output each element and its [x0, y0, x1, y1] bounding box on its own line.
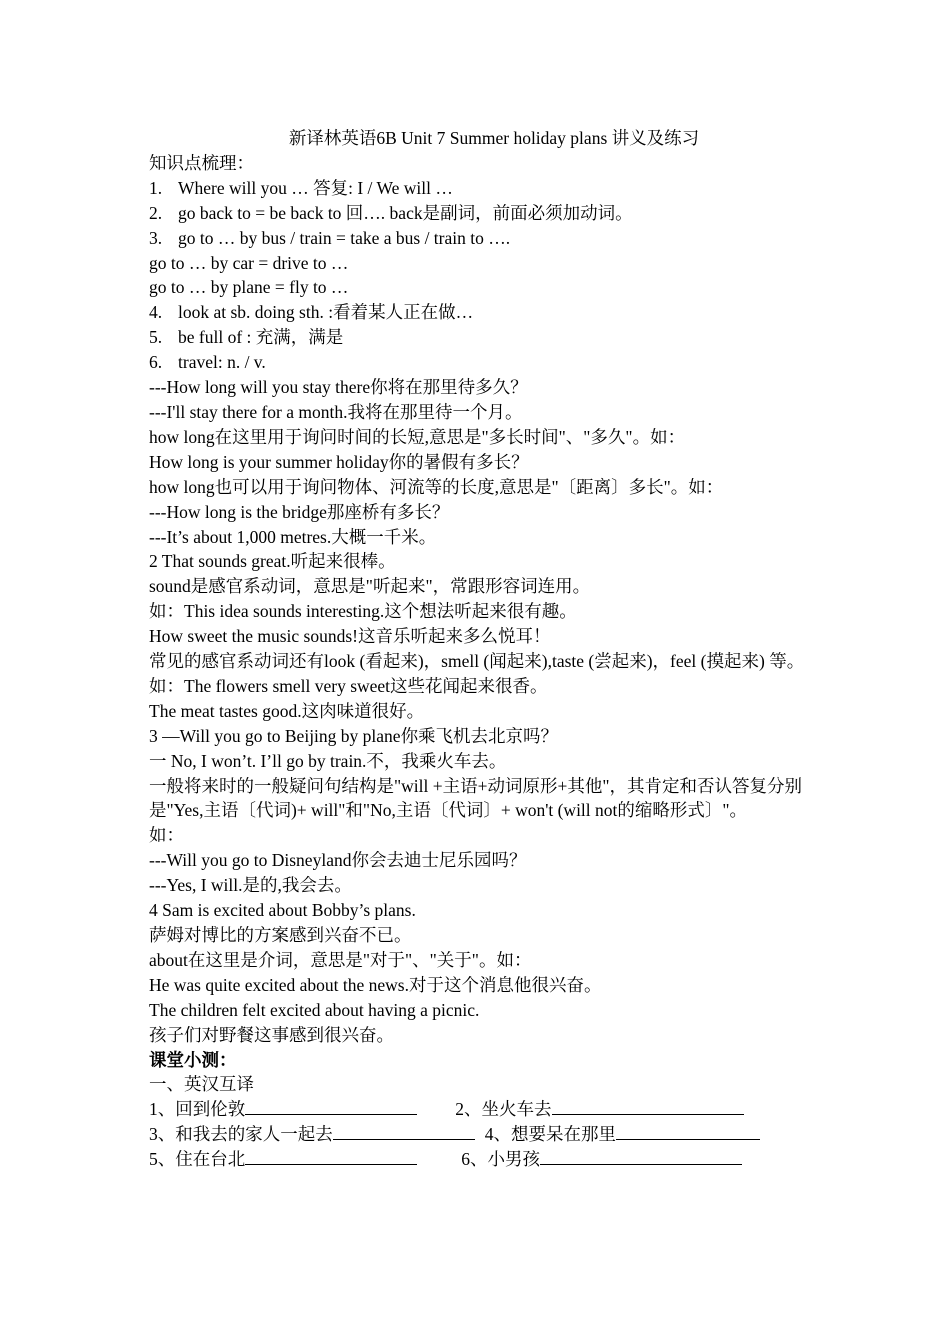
text-line: How sweet the music sounds!这音乐听起来多么悦耳！: [149, 626, 551, 647]
item-number: 1.: [149, 177, 163, 198]
exercise-prompt: 1、回到伦敦: [149, 1099, 246, 1120]
list-item: [149, 176, 809, 201]
exercise-row: [149, 1122, 809, 1147]
text-line: 如：This idea sounds interesting.这个想法听起来很有趣。: [149, 601, 577, 622]
text-line: go to … by plane = fly to …: [149, 277, 349, 298]
paragraph-sense-verbs: 常见的感官系动词还有look (看起来)，smell (闻起来),taste (尝起来)，feel (摸起来) 等。: [149, 651, 805, 672]
text-line: how long在这里用于询问时间的长短,意思是"多长时间"、"多久"。如：: [149, 426, 686, 447]
text-line: 如：: [149, 825, 184, 846]
item-number: 5.: [149, 327, 163, 348]
text-line: about在这里是介词，意思是"对于"、"关于"。如：: [149, 949, 532, 970]
text-line: ---Will you go to Disneyland你会去迪士尼乐园吗？: [149, 850, 527, 871]
item-text: go back to = be back to 回…. back是副词，前面必须加动词。: [178, 202, 633, 223]
text-line: ---I'll stay there for a month.我将在那里待一个月。: [149, 401, 523, 422]
item-text: Where will you … 答复: I / We will …: [178, 177, 453, 198]
list-item: [149, 325, 809, 350]
text-line: The children felt excited about having a picnic.: [149, 999, 480, 1020]
text-line: ---Yes, I will.是的,我会去。: [149, 875, 352, 896]
text-line: 3 —Will you go to Beijing by plane你乘飞机去北京吗？: [149, 725, 559, 746]
list-item: [149, 226, 809, 251]
item-number: 4.: [149, 302, 163, 323]
item-number: 2.: [149, 202, 163, 223]
text-line: 2 That sounds great.听起来很棒。: [149, 551, 396, 572]
text-line: 孩子们对野餐这事感到很兴奋。: [149, 1024, 394, 1045]
answer-blank[interactable]: [245, 1097, 417, 1115]
text-line: 萨姆对博比的方案感到兴奋不已。: [149, 925, 412, 945]
document-content: [149, 126, 809, 1172]
text-line: 4 Sam is excited about Bobby’s plans.: [149, 900, 416, 921]
answer-blank[interactable]: [552, 1097, 744, 1115]
item-text: be full of : 充满，满是: [178, 327, 344, 348]
answer-blank[interactable]: [333, 1122, 475, 1140]
text-line: go to … by car = drive to …: [149, 252, 349, 273]
section-heading-quiz: 课堂小测：: [149, 1049, 237, 1070]
text-line: sound是感官系动词，意思是"听起来"，常跟形容词连用。: [149, 576, 591, 597]
exercise-row: [149, 1147, 809, 1172]
item-number: 6.: [149, 352, 163, 373]
exercise-row: [149, 1097, 809, 1122]
exercise-prompt: 2、坐火车去: [455, 1099, 552, 1120]
section-subheading-translation: 一、英汉互译: [149, 1074, 254, 1095]
item-text: look at sb. doing sth. :看着某人正在做…: [178, 302, 474, 323]
exercise-prompt: 6、小男孩: [461, 1149, 540, 1170]
section-heading-knowledge: 知识点梳理：: [149, 152, 254, 173]
text-line: how long也可以用于询问物体、河流等的长度,意思是"〔距离〕多长"。如：: [149, 476, 724, 497]
answer-blank[interactable]: [245, 1147, 417, 1165]
item-text: go to … by bus / train = take a bus / train to ….: [178, 227, 511, 248]
paragraph-future-tense: 一般将来时的一般疑问句结构是"will +主语+动词原形+其他"，其肯定和否认答复分别是"Yes,主语〔代词)+ will"和"No,主语〔代词〕+ won't (will not的缩略形式〕"。: [149, 775, 802, 821]
list-item: [149, 350, 809, 375]
text-line: 一 No, I won’t. I’ll go by train.不，我乘火车去。: [149, 750, 507, 771]
answer-blank[interactable]: [616, 1122, 760, 1140]
list-item: [149, 201, 809, 226]
text-line: How long is your summer holiday你的暑假有多长？: [149, 451, 529, 472]
exercise-prompt: 3、和我去的家人一起去: [149, 1124, 333, 1145]
text-line: The meat tastes good.这肉味道很好。: [149, 700, 425, 721]
text-line: He was quite excited about the news.对于这个消息他很兴奋。: [149, 974, 602, 995]
exercise-prompt: 5、住在台北: [149, 1149, 246, 1170]
item-text: travel: n. / v.: [178, 352, 266, 373]
item-number: 3.: [149, 227, 163, 248]
text-line: ---It’s about 1,000 metres.大概一千米。: [149, 526, 437, 547]
exercise-prompt: 4、想要呆在那里: [484, 1124, 616, 1145]
document-title: 新译林英语6B Unit 7 Summer holiday plans 讲义及练习: [288, 128, 700, 148]
list-item: [149, 300, 809, 325]
text-line: ---How long is the bridge那座桥有多长？: [149, 501, 450, 522]
text-line: 如：The flowers smell very sweet这些花闻起来很香。: [149, 675, 548, 696]
text-line: ---How long will you stay there你将在那里待多久？: [149, 377, 528, 398]
answer-blank[interactable]: [540, 1147, 742, 1165]
